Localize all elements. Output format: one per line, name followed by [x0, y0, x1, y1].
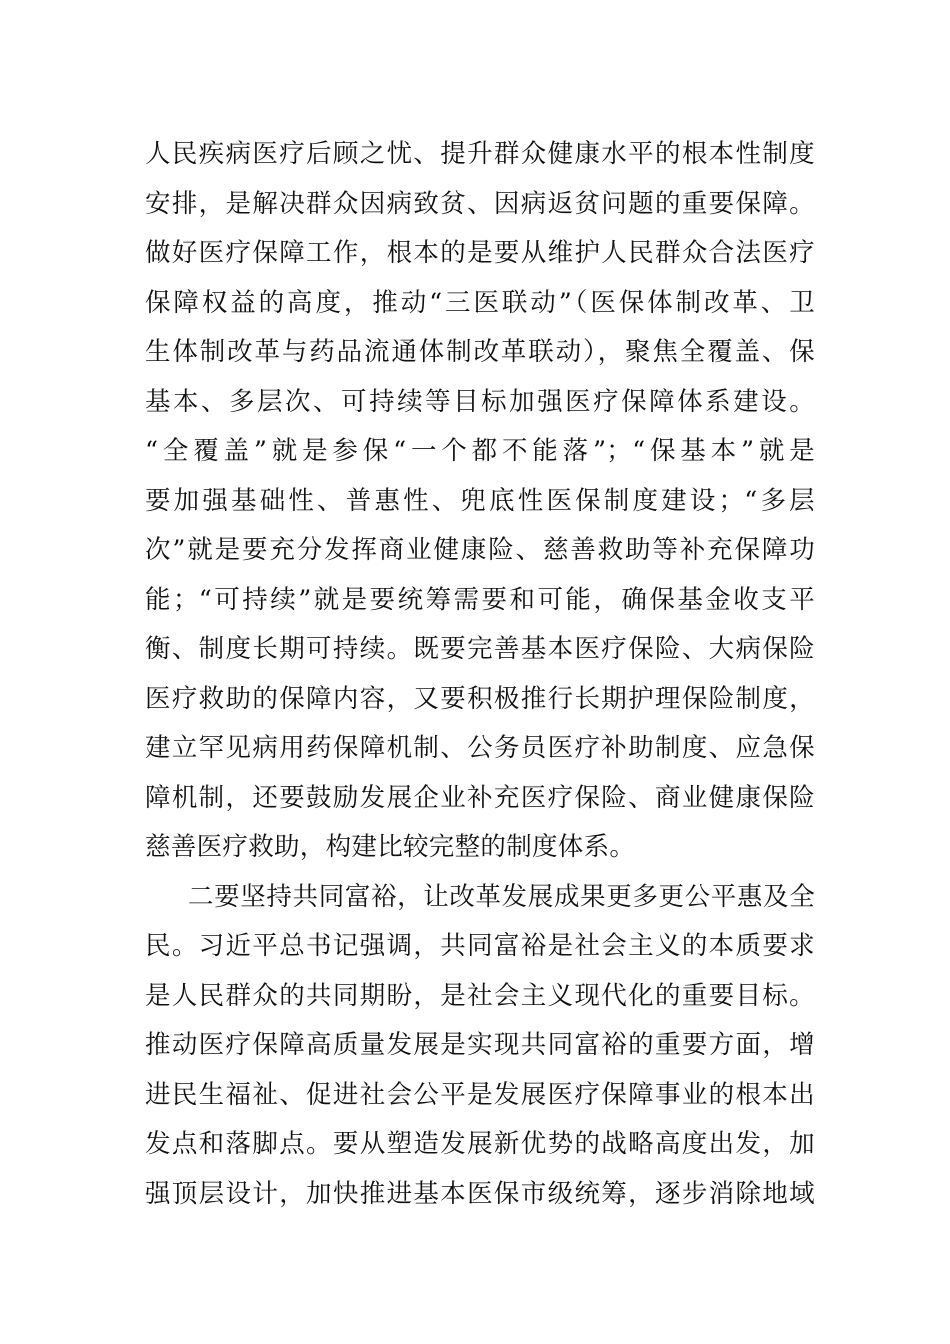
- text-line-6: 基本、多层次、可持续等目标加强医疗保障体系建设。: [145, 386, 815, 417]
- text-line-7: “全覆盖”就是参保“一个都不能落”；“保基本”就是: [145, 436, 815, 466]
- text-line-17: 民。习近平总书记强调，共同富裕是社会主义的本质要求: [145, 931, 815, 961]
- text-line-20: 进民生福祉、促进社会公平是发展医疗保障事业的根本出: [145, 1079, 815, 1110]
- text-line-2: 安排，是解决群众因病致贫、因病返贫问题的重要保障。: [145, 188, 815, 219]
- text-line-15: 慈善医疗救助，构建比较完整的制度体系。: [145, 832, 636, 862]
- text-line-5: 生体制改革与药品流通体制改革联动），聚焦全覆盖、保: [145, 337, 815, 367]
- text-line-9: 次”就是要充分发挥商业健康险、慈善救助等补充保障功: [145, 535, 815, 565]
- text-line-4: 保障权益的高度，推动“三医联动”（医保体制改革、卫: [145, 287, 815, 318]
- text-line-12: 医疗救助的保障内容，又要积极推行长期护理保险制度，: [145, 683, 815, 714]
- text-line-13: 建立罕见病用药保障机制、公务员医疗补助制度、应急保: [145, 733, 815, 763]
- text-line-8: 要加强基础性、普惠性、兜底性医保制度建设；“多层: [145, 485, 815, 516]
- text-line-1: 人民疾病医疗后顾之忧、提升群众健康水平的根本性制度: [145, 139, 815, 169]
- body-text: [145, 130, 815, 1219]
- text-line-14: 障机制，还要鼓励发展企业补充医疗保险、商业健康保险: [145, 782, 815, 813]
- text-line-19: 推动医疗保障高质量发展是实现共同富裕的重要方面，增: [145, 1030, 815, 1060]
- text-line-11: 衡、制度长期可持续。既要完善基本医疗保险、大病保险: [145, 634, 815, 664]
- text-line-22: 强顶层设计，加快推进基本医保市级统筹，逐步消除地域: [145, 1178, 815, 1209]
- text-line-21: 发点和落脚点。要从塑造发展新优势的战略高度出发，加: [145, 1129, 815, 1159]
- text-line-10: 能；“可持续”就是要统筹需要和可能，确保基金收支平: [145, 584, 815, 615]
- text-line-3: 做好医疗保障工作，根本的是要从维护人民群众合法医疗: [145, 238, 815, 268]
- text-line-16: 二要坚持共同富裕，让改革发展成果更多更公平惠及全: [188, 881, 815, 912]
- text-line-18: 是人民群众的共同期盼，是社会主义现代化的重要目标。: [145, 980, 815, 1011]
